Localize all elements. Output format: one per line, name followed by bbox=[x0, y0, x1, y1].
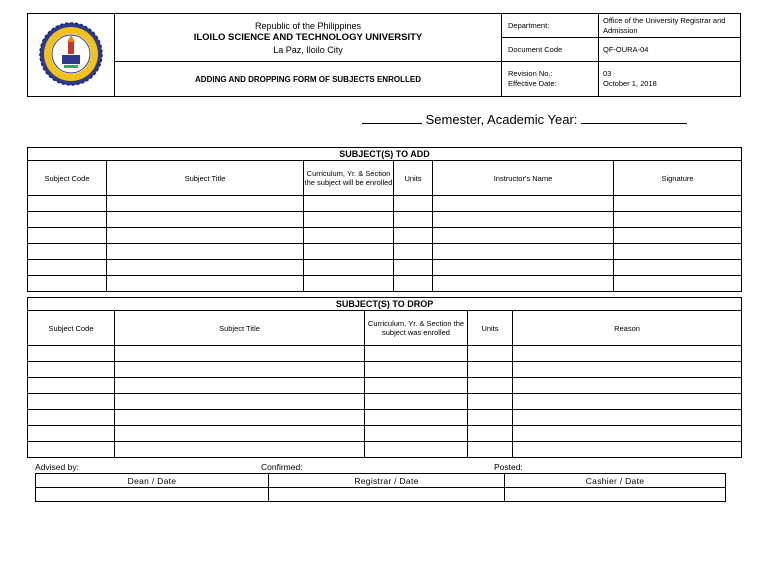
drop-col-units: Units bbox=[468, 311, 513, 346]
effective-label: Effective Date: bbox=[508, 79, 557, 89]
drop-header-row bbox=[28, 311, 742, 346]
add-col-instructor: Instructor's Name bbox=[433, 161, 614, 196]
drop-col-subject-code: Subject Code bbox=[28, 311, 115, 346]
add-table-row[interactable] bbox=[28, 276, 742, 292]
add-table-row[interactable] bbox=[28, 228, 742, 244]
registrar-signature-field[interactable] bbox=[269, 488, 505, 502]
university-location: La Paz, Iloilo City bbox=[273, 44, 343, 55]
semester-line bbox=[362, 111, 687, 127]
signature-table bbox=[35, 473, 726, 502]
add-table-row[interactable] bbox=[28, 196, 742, 212]
revision-label: Revision No.: bbox=[508, 69, 553, 79]
drop-table-row[interactable] bbox=[28, 378, 742, 394]
add-section-title: SUBJECT(S) TO ADD bbox=[28, 148, 742, 161]
form-header bbox=[27, 13, 741, 97]
revision-effective-labels bbox=[502, 62, 599, 97]
drop-col-reason: Reason bbox=[513, 311, 742, 346]
add-col-signature: Signature bbox=[614, 161, 742, 196]
advised-by-label: Advised by: bbox=[35, 462, 79, 472]
add-col-units: Units bbox=[394, 161, 433, 196]
drop-table-row[interactable] bbox=[28, 426, 742, 442]
add-table-row[interactable] bbox=[28, 260, 742, 276]
add-col-subject-title: Subject Title bbox=[107, 161, 304, 196]
add-table-row[interactable] bbox=[28, 244, 742, 260]
add-subjects-table bbox=[27, 147, 742, 292]
department-value: Office of the University Registrar and Admission bbox=[599, 14, 741, 38]
department-label: Department: bbox=[502, 14, 599, 38]
add-col-curriculum: Curriculum, Yr. & Section the subject will be enrolled bbox=[304, 161, 394, 196]
doc-code-label: Document Code bbox=[502, 38, 599, 62]
add-table-row[interactable] bbox=[28, 212, 742, 228]
drop-table-row[interactable] bbox=[28, 410, 742, 426]
confirmed-label: Confirmed: bbox=[261, 462, 303, 472]
drop-table-row[interactable] bbox=[28, 442, 742, 458]
revision-value: 03 bbox=[603, 69, 612, 79]
dean-date-label: Dean / Date bbox=[36, 474, 269, 488]
drop-section-title: SUBJECT(S) TO DROP bbox=[28, 298, 742, 311]
university-name: ILOILO SCIENCE AND TECHNOLOGY UNIVERSITY bbox=[193, 31, 423, 43]
posted-label: Posted: bbox=[494, 462, 523, 472]
university-seal-icon bbox=[38, 21, 104, 87]
form-title: ADDING AND DROPPING FORM OF SUBJECTS ENROLLED bbox=[115, 62, 502, 97]
drop-table-row[interactable] bbox=[28, 394, 742, 410]
drop-col-subject-title: Subject Title bbox=[115, 311, 365, 346]
drop-col-curriculum: Curriculum, Yr. & Section the subject was enrolled bbox=[365, 311, 468, 346]
drop-table-row[interactable] bbox=[28, 362, 742, 378]
drop-subjects-table bbox=[27, 297, 742, 458]
republic-text: Republic of the Philippines bbox=[254, 20, 362, 31]
academic-year-blank[interactable] bbox=[581, 111, 687, 124]
revision-effective-values bbox=[599, 62, 741, 97]
cashier-date-label: Cashier / Date bbox=[505, 474, 726, 488]
dean-signature-field[interactable] bbox=[36, 488, 269, 502]
effective-value: October 1, 2018 bbox=[603, 79, 657, 89]
add-col-subject-code: Subject Code bbox=[28, 161, 107, 196]
university-logo-cell bbox=[28, 14, 115, 97]
university-info bbox=[115, 14, 502, 62]
add-header-row bbox=[28, 161, 742, 196]
cashier-signature-field[interactable] bbox=[505, 488, 726, 502]
semester-label: Semester, Academic Year: bbox=[425, 112, 578, 127]
registrar-date-label: Registrar / Date bbox=[269, 474, 505, 488]
doc-code-value: QF-OURA-04 bbox=[599, 38, 741, 62]
semester-blank[interactable] bbox=[362, 111, 422, 124]
drop-table-row[interactable] bbox=[28, 346, 742, 362]
